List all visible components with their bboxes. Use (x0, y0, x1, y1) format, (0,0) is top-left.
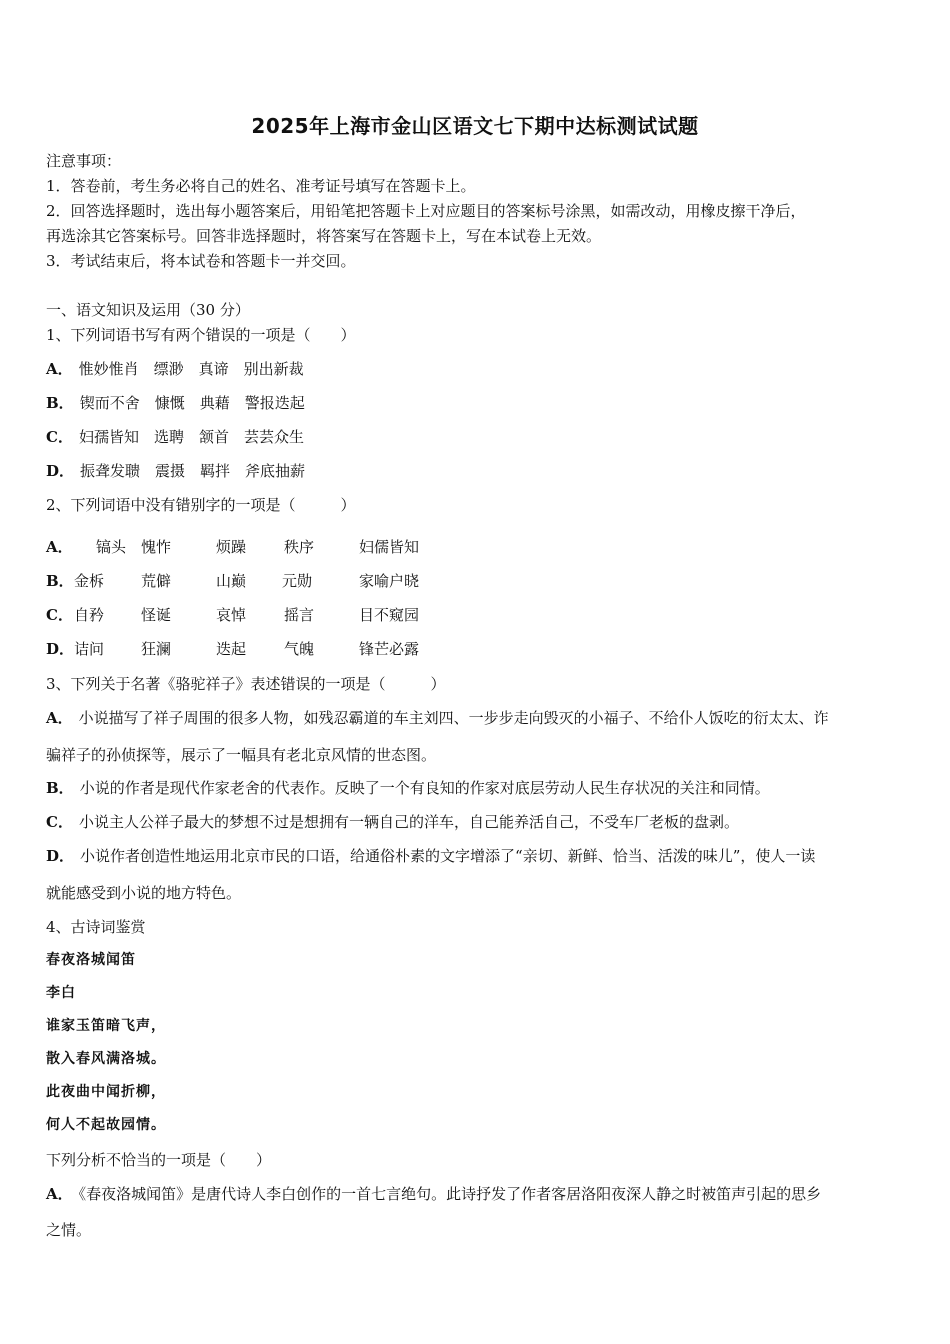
q2-option-a (46, 537, 420, 557)
option-label: C． (46, 606, 73, 624)
q1-option-a (46, 359, 304, 379)
option-cell: 诘问 (74, 640, 105, 658)
option-cell: 怪诞 (141, 606, 172, 624)
q3-option-a-cont: 骗祥子的孙侦探等，展示了一幅具有老北京风情的世态图。 (46, 746, 437, 764)
option-label: C． (46, 813, 73, 831)
q2-option-b (46, 571, 420, 591)
poem-line: 谁家玉笛暗飞声， (46, 1018, 166, 1034)
q2-option-d (46, 639, 420, 659)
q3-option-c (46, 812, 739, 832)
option-label: B． (46, 394, 74, 412)
option-cell: 秩序 (284, 538, 315, 556)
exam-title: 2025年上海市金山区语文七下期中达标测试试题 (251, 114, 699, 138)
section-heading: 一、语文知识及运用（30 分） (46, 301, 250, 319)
option-label: D． (46, 847, 75, 865)
q4-option-a (46, 1184, 821, 1204)
option-cell: 烦躁 (216, 538, 247, 556)
notice-item: 1．答卷前，考生务必将自己的姓名、准考证号填写在答题卡上。 (46, 177, 476, 195)
option-label: A． (46, 538, 73, 556)
option-cell: 妇儒皆知 (359, 538, 420, 556)
option-label: A． (46, 709, 73, 727)
notice-item: 再选涂其它答案标号。回答非选择题时，将答案写在答题卡上，写在本试卷上无效。 (46, 227, 602, 245)
question-1-stem: 1、下列词语书写有两个错误的一项是（ ） (46, 326, 356, 344)
option-text: 《春夜洛城闻笛》是唐代诗人李白创作的一首七言绝句。此诗抒发了作者客居洛阳夜深人静之时被笛声引起的思乡 (78, 1185, 822, 1203)
poem-line: 散入春风满洛城。 (46, 1051, 166, 1067)
question-3-stem: 3、下列关于名著《骆驼祥子》表述错误的一项是（ ） (46, 675, 446, 693)
option-cell: 愧怍 (141, 538, 172, 556)
poem-title: 春夜洛城闻笛 (46, 952, 136, 968)
option-text: 妇孺皆知 选聘 颔首 芸芸众生 (78, 428, 304, 446)
option-text: 小说的作者是现代作家老舍的代表作。反映了一个有良知的作家对底层劳动人民生存状况的关注和同情。 (79, 779, 770, 797)
q3-option-d-cont: 就能感受到小说的地方特色。 (46, 884, 242, 902)
q2-option-c (46, 605, 420, 625)
option-label: B． (46, 779, 74, 797)
q4-question: 下列分析不恰当的一项是（ ） (46, 1151, 272, 1169)
poem-author: 李白 (46, 985, 76, 1001)
option-cell: 锋芒必露 (359, 640, 420, 658)
notice-item: 2．回答选择题时，选出每小题答案后，用铅笔把答题卡上对应题目的答案标号涂黑，如需改动，用橡皮擦干净后， (46, 202, 806, 220)
option-cell: 狂澜 (141, 640, 172, 658)
q1-option-d (46, 461, 305, 481)
option-cell: 自矜 (74, 606, 105, 624)
q1-option-c (46, 427, 304, 447)
option-text: 小说作者创造性地运用北京市民的口语，给通俗朴素的文字增添了“亲切、新鲜、恰当、活泼的味儿”，使人一读 (80, 847, 816, 865)
option-cell: 镐头 (96, 538, 127, 556)
question-2-stem: 2、下列词语中没有错别字的一项是（ ） (46, 496, 356, 514)
option-cell: 目不窥园 (359, 606, 420, 624)
option-text: 小说主人公祥子最大的梦想不过是想拥有一辆自己的洋车，自己能养活自己，不受车厂老板的盘剥。 (78, 813, 739, 831)
option-cell: 荒僻 (141, 572, 172, 590)
option-label: D． (46, 462, 75, 480)
option-cell: 金柝 (74, 572, 105, 590)
option-text: 振聋发聩 震摄 羁拌 斧底抽薪 (80, 462, 306, 480)
q3-option-d (46, 846, 815, 866)
option-cell: 山巅 (216, 572, 247, 590)
q3-option-a (46, 708, 829, 728)
option-label: A． (46, 360, 73, 378)
option-cell: 家喻户晓 (359, 572, 420, 590)
option-cell: 摇言 (284, 606, 315, 624)
poem-line: 何人不起故园情。 (46, 1117, 166, 1133)
option-label: C． (46, 428, 73, 446)
question-4-stem: 4、古诗词鉴赏 (46, 918, 146, 936)
option-cell: 哀悼 (216, 606, 247, 624)
option-cell: 迭起 (216, 640, 247, 658)
option-cell: 气魄 (284, 640, 315, 658)
notice-heading: 注意事项： (46, 152, 122, 170)
option-text: 小说描写了祥子周围的很多人物，如残忍霸道的车主刘四、一步步走向毁灭的小福子、不给仆人饭吃的衍太太、诈 (78, 709, 829, 727)
option-label: A． (46, 1185, 73, 1203)
poem-line: 此夜曲中闻折柳， (46, 1084, 166, 1100)
q4-option-a-cont: 之情。 (46, 1221, 92, 1239)
option-text: 锲而不舍 慷慨 典藉 警报迭起 (79, 394, 305, 412)
q1-option-b (46, 393, 305, 413)
option-label: B． (46, 572, 74, 590)
q3-option-b (46, 778, 770, 798)
option-label: D． (46, 640, 75, 658)
option-text: 惟妙惟肖 缥渺 真谛 别出新裁 (78, 360, 304, 378)
option-cell: 元勋 (282, 572, 313, 590)
notice-item: 3．考试结束后，将本试卷和答题卡一并交回。 (46, 252, 356, 270)
